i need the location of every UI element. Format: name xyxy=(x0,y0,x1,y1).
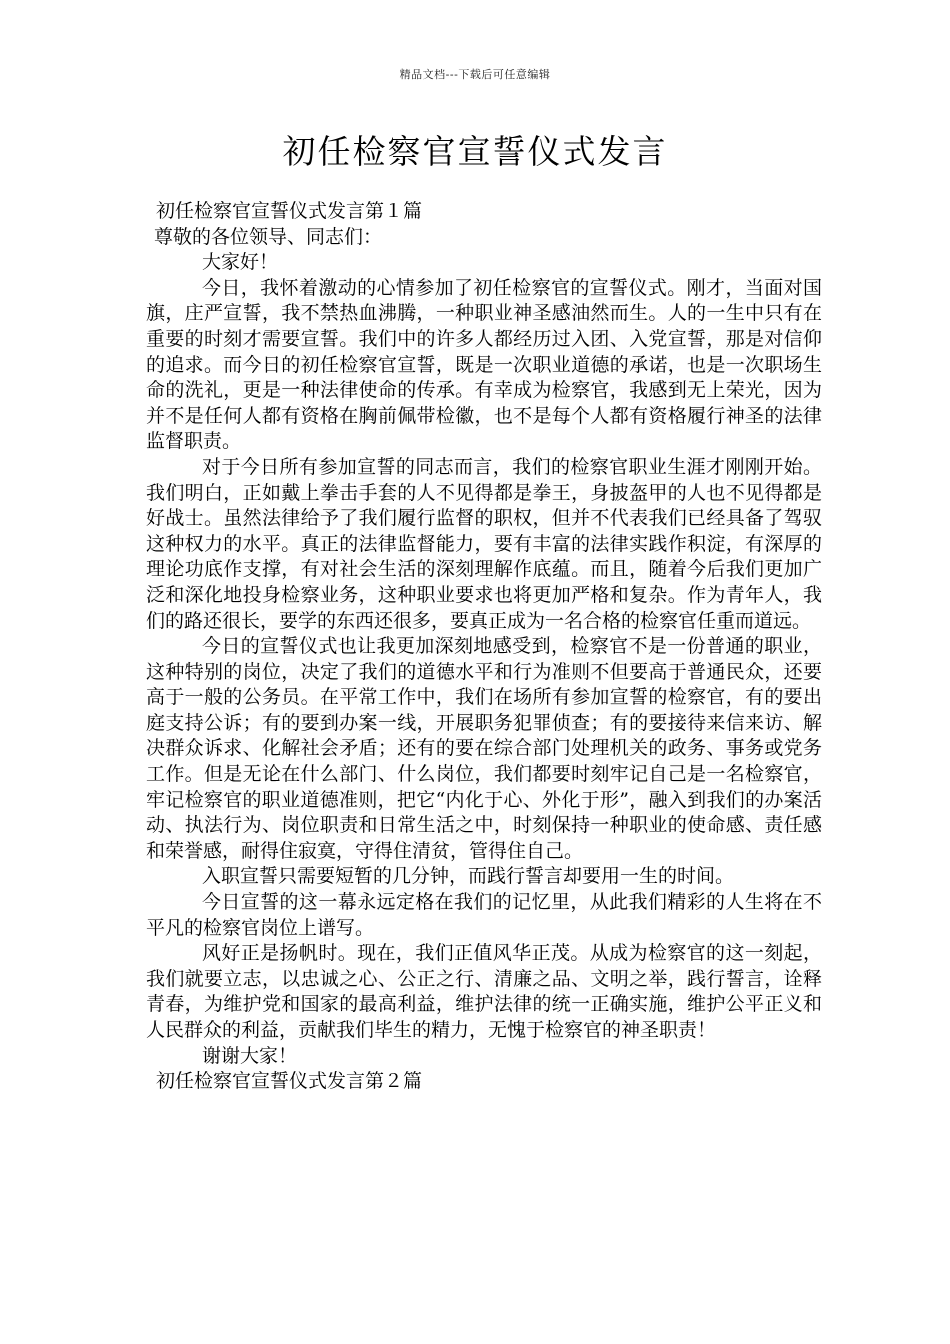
salutation: 尊敬的各位领导、同志们： xyxy=(154,225,383,248)
paragraph-2: 对于今日所有参加宣誓的同志而言，我们的检察官职业生涯才刚刚开始。我们明白，正如戴上拳击手套的人不见得都是拳王，身披盔甲的人也不见得都是好战士。虽然法律给予了我们履行监督的职权，但并不代表我们已经具备了驾驭这种权力的水平。真正的法律监督能力，要有丰富的法律实践作积淀，有深厚的理论功底作支撑，有对社会生活的深刻理解作底蕴。而且，随着今后我们更加广泛和深化地投身检察业务，这种职业要求也将更加严格和复杂。作为青年人，我们的路还很长，要学的东西还很多，要真正成为一名合格的检察官任重而道远。 xyxy=(146,455,822,632)
section-heading-1: 初任检察官宣誓仪式发言第１篇 xyxy=(156,200,423,222)
closing: 谢谢大家！ xyxy=(202,1044,298,1067)
paragraph-6: 风好正是扬帆时。现在，我们正值风华正茂。从成为检察官的这一刻起，我们就要立志，以忠诚之心、公正之行、清廉之品、文明之举，践行誓言，诠释青春，为维护党和国家的最高利益，维护法律的统一正确实施，维护公平正义和人民群众的利益，贡献我们毕生的精力，无愧于检察官的神圣职责！ xyxy=(146,942,822,1041)
document-body xyxy=(146,199,822,1095)
paragraph-5: 今日宣誓的这一幕永远定格在我们的记忆里，从此我们精彩的人生将在不平凡的检察官岗位上谱写。 xyxy=(146,891,822,939)
paragraph-4: 入职宣誓只需要短暂的几分钟，而践行誓言却要用一生的时间。 xyxy=(202,865,735,888)
header-note: 精品文档---下载后可任意编辑 xyxy=(399,68,551,81)
paragraph-3: 今日的宣誓仪式也让我更加深刻地感受到，检察官不是一份普通的职业，这种特别的岗位，决定了我们的道德水平和行为准则不但要高于普通民众，还要高于一般的公务员。在平常工作中，我们在场所有参加宣誓的检察官，有的要出庭支持公诉；有的要到办案一线，开展职务犯罪侦查；有的要接待来信来访、解决群众诉求、化解社会矛盾；还有的要在综合部门处理机关的政务、事务或党务工作。但是无论在什么部门、什么岗位，我们都要时刻牢记自己是一名检察官，牢记检察官的职业道德准则，把它“内化于心、外化于形”，融入到我们的办案活动、执法行为、岗位职责和日常生活之中，时刻保持一种职业的使命感、责任感和荣誉感，耐得住寂寞，守得住清贫，管得住自己。 xyxy=(146,635,822,862)
paragraph-1: 今日，我怀着激动的心情参加了初任检察官的宣誓仪式。刚才，当面对国旗，庄严宣誓，我不禁热血沸腾，一种职业神圣感油然而生。人的一生中只有在重要的时刻才需要宣誓。我们中的许多人都经历过入团、入党宣誓，那是对信仰的追求。而今日的初任检察官宣誓，既是一次职业道德的承诺，也是一次职场生命的洗礼，更是一种法律使命的传承。有幸成为检察官，我感到无上荣光，因为并不是任何人都有资格在胸前佩带检徽，也不是每个人都有资格履行神圣的法律监督职责。 xyxy=(146,276,822,453)
greeting: 大家好！ xyxy=(202,251,279,274)
document-title: 初任检察官宣誓仪式发言 xyxy=(282,132,668,171)
section-heading-2: 初任检察官宣誓仪式发言第２篇 xyxy=(156,1070,423,1093)
